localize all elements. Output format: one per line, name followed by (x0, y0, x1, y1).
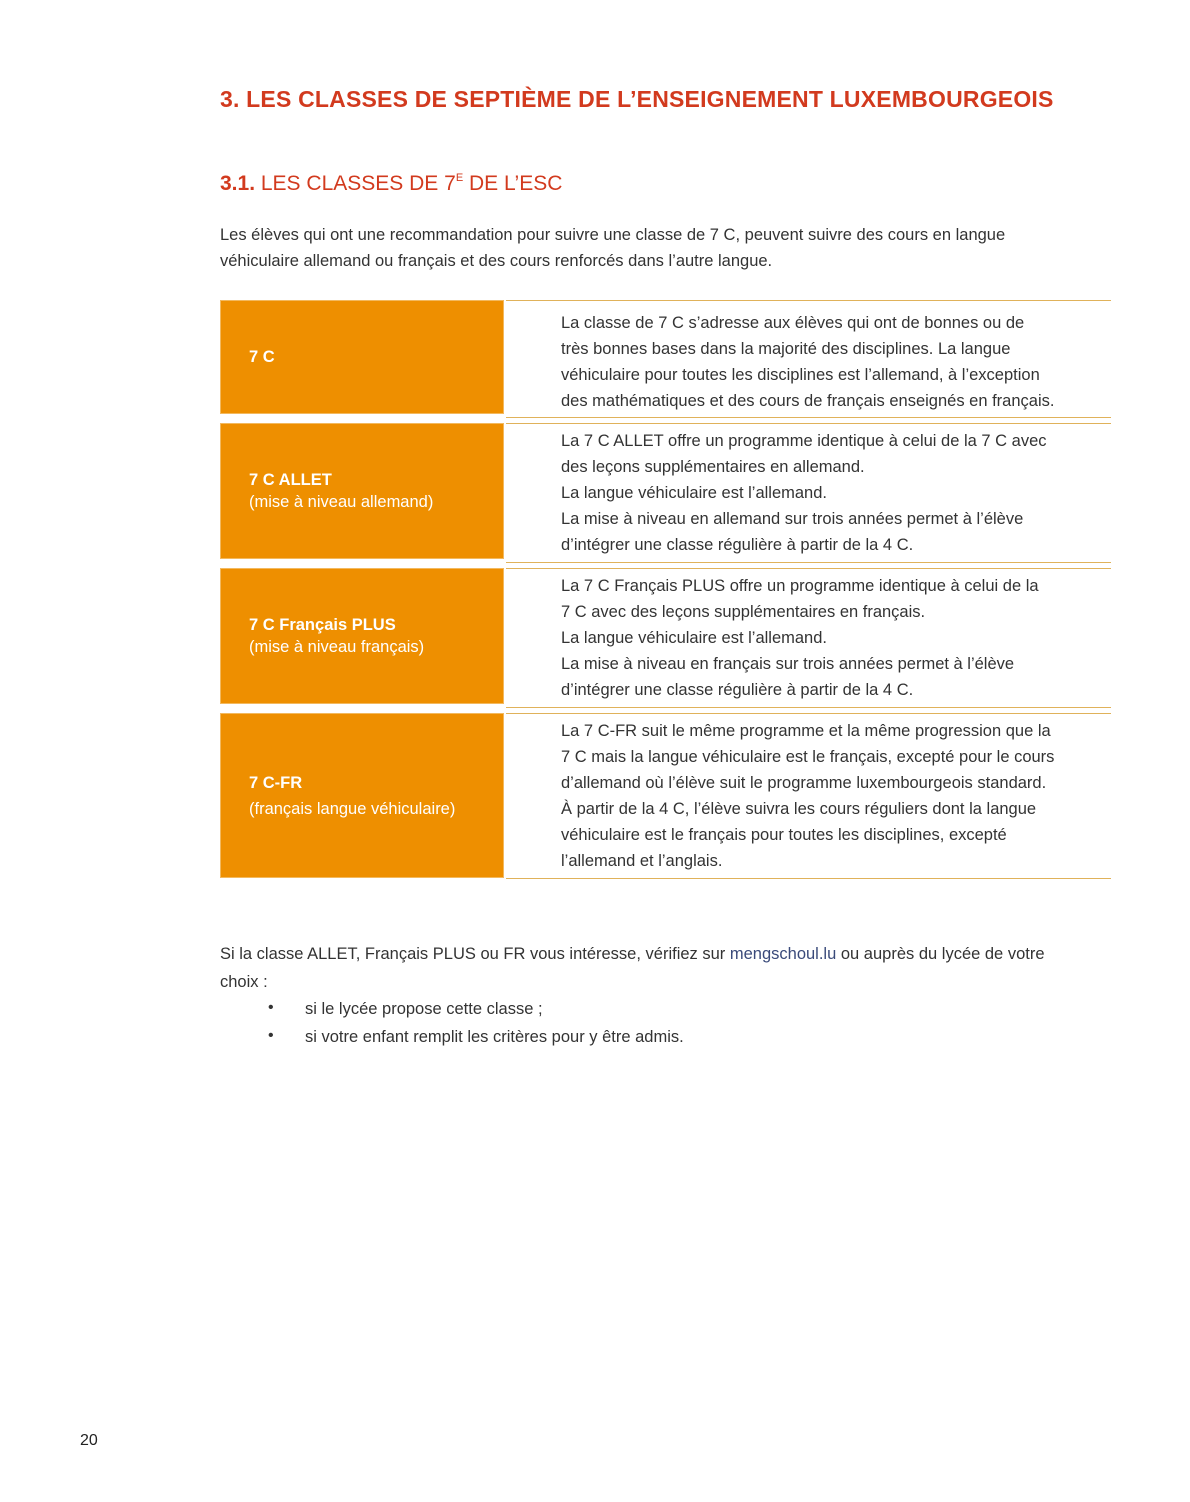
class-label-cell (220, 300, 504, 414)
note-paragraph (220, 940, 1100, 996)
intro-paragraph (220, 222, 1100, 274)
description-line: À partir de la 4 C, l’élève suivra les cours réguliers dont la langue (561, 800, 1037, 818)
description-line: La classe de 7 C s’adresse aux élèves qui ont de bonnes ou de (561, 314, 1025, 332)
description-line: d’allemand où l’élève suit le programme luxembourgeois standard. (561, 774, 1047, 792)
intro-line: Les élèves qui ont une recommandation pour suivre une classe de 7 C, peuvent suivre des cours en langue (220, 226, 1006, 244)
table-row (220, 423, 1111, 563)
class-label-cell (220, 568, 504, 704)
note-text: Si la classe ALLET, Français PLUS ou FR vous intéresse, vérifiez sur (220, 945, 730, 963)
description-line: des leçons supplémentaires en allemand. (561, 458, 865, 476)
description-line: très bonnes bases dans la majorité des disciplines. La langue (561, 340, 1011, 358)
class-label-cell (220, 423, 504, 559)
intro-line: véhiculaire allemand ou français et des cours renforcés dans l’autre langue. (220, 252, 773, 270)
class-description-cell (506, 713, 1111, 879)
description-line: La 7 C ALLET offre un programme identique à celui de la 7 C avec (561, 432, 1047, 450)
bullet-icon: • (268, 999, 274, 1016)
description-line: La mise à niveau en français sur trois années permet à l’élève (561, 655, 1015, 673)
list-item-text: si votre enfant remplit les critères pour y être admis. (305, 1028, 684, 1046)
subsection-title-part1: LES CLASSES DE 7 (260, 172, 456, 195)
description-line: 7 C mais la langue véhiculaire est le français, excepté pour le cours (561, 748, 1055, 766)
class-subtitle: (français langue véhiculaire) (249, 799, 456, 818)
bullet-icon: • (268, 1027, 274, 1044)
description-line: La langue véhiculaire est l’allemand. (561, 629, 827, 647)
class-label-cell (220, 713, 504, 878)
description-line: d’intégrer une classe régulière à partir de la 4 C. (561, 536, 914, 554)
class-name: 7 C ALLET (249, 471, 332, 489)
subsection-title-part2: DE L’ESC (469, 172, 563, 195)
table-row (220, 568, 1111, 708)
class-name: 7 C-FR (249, 773, 303, 792)
mengschoul-link[interactable]: mengschoul.lu (729, 945, 837, 963)
description-line: La 7 C Français PLUS offre un programme identique à celui de la (561, 577, 1039, 595)
description-line: l’allemand et l’anglais. (561, 852, 723, 870)
subsection-heading (220, 172, 562, 196)
description-line: véhiculaire pour toutes les disciplines est l’allemand, à l’exception (561, 366, 1040, 384)
description-line: La langue véhiculaire est l’allemand. (561, 484, 827, 502)
note-line: choix : (220, 973, 268, 991)
description-line: des mathématiques et des cours de français enseignés en français. (561, 392, 1055, 410)
table-row (220, 300, 1111, 418)
description-line: La 7 C-FR suit le même programme et la même progression que la (561, 722, 1051, 740)
table-row (220, 713, 1111, 879)
class-subtitle: (mise à niveau français) (249, 638, 425, 656)
description-line: d’intégrer une classe régulière à partir de la 4 C. (561, 681, 914, 699)
subsection-title-superscript: E (455, 172, 464, 184)
list-item-text: si le lycée propose cette classe ; (305, 1000, 543, 1018)
class-name: 7 C Français PLUS (249, 616, 396, 634)
class-subtitle: (mise à niveau allemand) (249, 493, 434, 511)
class-description-cell (506, 423, 1111, 563)
class-description-cell (506, 300, 1111, 418)
description-line: 7 C avec des leçons supplémentaires en français. (561, 603, 926, 621)
note-text: ou auprès du lycée de votre (836, 945, 1045, 963)
class-name: 7 C (249, 348, 275, 366)
subsection-number: 3.1. (220, 172, 256, 195)
page-number: 20 (80, 1432, 98, 1449)
description-line: véhiculaire est le français pour toutes les disciplines, excepté (561, 826, 1007, 844)
note-line (220, 940, 1100, 968)
class-description-cell (506, 568, 1111, 708)
section-heading: 3. LES CLASSES DE SEPTIÈME DE L’ENSEIGNEMENT LUXEMBOURGEOIS (220, 86, 1054, 112)
description-line: La mise à niveau en allemand sur trois années permet à l’élève (561, 510, 1024, 528)
